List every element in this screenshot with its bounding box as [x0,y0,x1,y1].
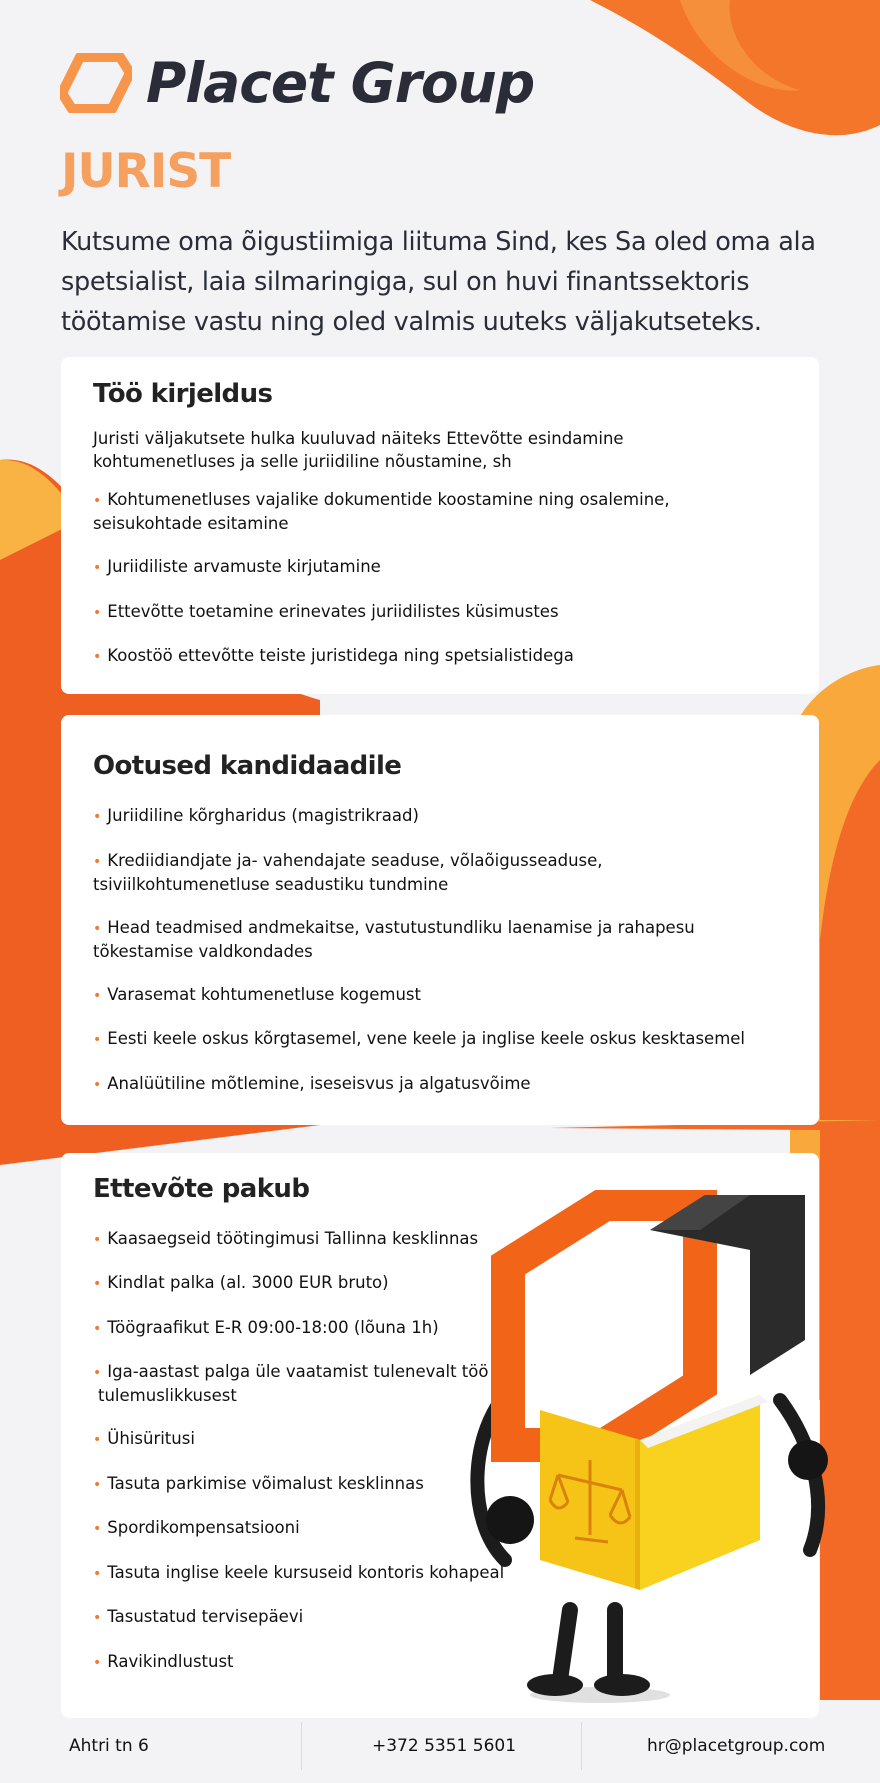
section-heading: Töö kirjeldus [93,379,273,409]
list-item: • Ettevõtte toetamine erinevates juriidilistes küsimustes [93,602,559,621]
bullet-icon: • [93,1276,102,1292]
intro-text: Kutsume oma õigustiimiga liituma Sind, kes Sa oled oma ala spetsialist, laia silmaringiga, sul on huvi finantssektoris töötamise vastu ning oled valmis uuteks väljakutseteks. [61,227,816,337]
list-item: • Kohtumenetluses vajalike dokumentide koostamine ning osalemine, seisukohtade esitamine [93,490,670,533]
bullet-icon: • [93,1610,102,1626]
footer-phone[interactable]: +372 5351 5601 [372,1736,517,1756]
footer-address: Ahtri tn 6 [69,1736,149,1756]
job-description-card [61,357,819,694]
bullet-icon: • [93,809,102,825]
divider [301,1722,302,1770]
bullet-icon: • [93,1432,102,1448]
section-heading: Ootused kandidaadile [93,751,402,781]
list-item: • Kaasaegseid töötingimusi Tallinna kesklinnas [93,1229,479,1248]
list-item: • Töögraafikut E-R 09:00-18:00 (lõuna 1h) [93,1318,439,1337]
list-item: • Varasemat kohtumenetluse kogemust [93,985,421,1004]
page-title: JURIST [61,144,231,199]
list-item: • Ühisüritusi [93,1429,195,1448]
bullet-icon: • [93,1477,102,1493]
hexagon-logo-icon [60,53,132,113]
list-item: • Kindlat palka (al. 3000 EUR bruto) [93,1273,389,1292]
expectations-card [61,715,819,1125]
list-item: • Tasuta inglise keele kursuseid kontoris kohapeal [93,1563,505,1582]
bullet-icon: • [93,493,102,509]
bullet-icon: • [93,1232,102,1248]
description-intro [93,428,624,473]
list-item: • Krediidiandjate ja- vahendajate seaduse, võlaõigusseaduse, tsiviilkohtumenetluse seadustiku tundmine [93,851,603,894]
mascot-illustration [450,1190,840,1710]
list-item: • Eesti keele oskus kõrgtasemel, vene keele ja inglise keele oskus kesktasemel [93,1029,746,1048]
list-item: • Tasustatud tervisepäevi [93,1607,304,1626]
bullet-icon: • [93,1077,102,1093]
bullet-icon: • [93,854,102,870]
bullet-icon: • [93,988,102,1004]
bullet-icon: • [93,1566,102,1582]
bullet-icon: • [93,560,102,576]
section-heading: Ettevõte pakub [93,1174,310,1204]
list-item: • Iga-aastast palga üle vaatamist tulenevalt töö tulemuslikkusest [93,1362,489,1405]
bullet-icon: • [93,1655,102,1671]
list-item: • Juriidiline kõrgharidus (magistrikraad) [93,806,419,825]
bullet-icon: • [93,1032,102,1048]
intro-line: Juristi väljakutsete hulka kuuluvad näiteks Ettevõtte esindamine [93,429,624,448]
brand-logo [60,48,534,118]
divider [581,1722,582,1770]
bullet-icon: • [93,605,102,621]
list-item: • Head teadmised andmekaitse, vastutustundliku laenamise ja rahapesu tõkestamise valdkondades [93,918,695,961]
list-item: • Analüütiline mõtlemine, iseseisvus ja algatusvõime [93,1074,531,1093]
footer [0,1722,880,1774]
list-item: • Juriidiliste arvamuste kirjutamine [93,557,381,576]
bullet-icon: • [93,1321,102,1337]
footer-email[interactable]: hr@placetgroup.com [647,1736,826,1756]
list-item: • Ravikindlustust [93,1652,234,1671]
list-item: • Spordikompensatsiooni [93,1518,300,1537]
intro-line: kohtumenetluses ja selle juriidiline nõustamine, sh [93,451,512,471]
list-item: • Tasuta parkimise võimalust kesklinnas [93,1474,424,1493]
bullet-icon: • [93,1365,102,1381]
brand-name: Placet Group [146,51,535,115]
bullet-icon: • [93,1521,102,1537]
bullet-icon: • [93,921,102,937]
bullet-icon: • [93,649,102,665]
list-item: • Koostöö ettevõtte teiste juristidega ning spetsialistidega [93,646,574,665]
